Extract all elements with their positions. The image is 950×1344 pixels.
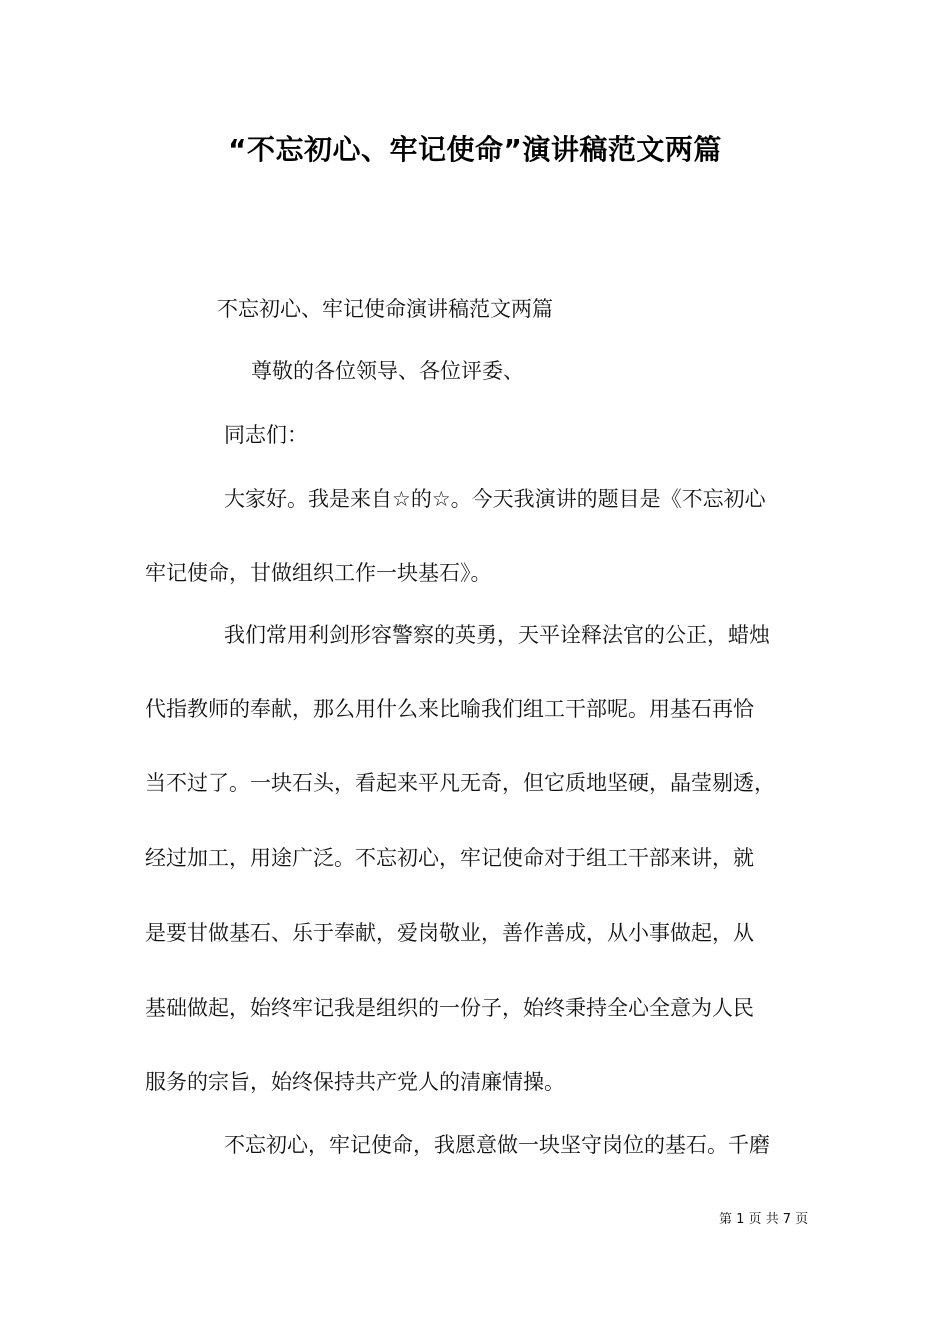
body-line: 不忘初心，牢记使命，我愿意做一块坚守岗位的基石。千磨 — [224, 1133, 770, 1157]
salutation: 尊敬的各位领导、各位评委、 — [251, 359, 524, 383]
body-line: 经过加工，用途广泛。不忘初心，牢记使命对于组工干部来讲，就 — [145, 846, 754, 870]
body-line: 当不过了。一块石头，看起来平凡无奇，但它质地坚硬，晶莹剔透， — [145, 771, 775, 795]
body-line: 代指教师的奉献，那么用什么来比喻我们组工干部呢。用基石再恰 — [145, 697, 754, 721]
addressee: 同志们： — [224, 423, 308, 447]
page-footer: 第 1 页 共 7 页 — [719, 1212, 809, 1227]
body-line: 大家好。我是来自☆的☆。今天我演讲的题目是《不忘初心 — [224, 487, 766, 511]
body-line: 我们常用利剑形容警察的英勇，天平诠释法官的公正，蜡烛 — [224, 623, 770, 647]
body-line: 是要甘做基石、乐于奉献，爱岗敬业，善作善成，从小事做起，从 — [145, 921, 754, 945]
body-line: 牢记使命，甘做组织工作一块基石》。 — [145, 561, 492, 585]
body-line: 服务的宗旨，始终保持共产党人的清廉情操。 — [145, 1070, 565, 1094]
document-title: “不忘初心、牢记使命”演讲稿范文两篇 — [228, 133, 722, 166]
body-line: 基础做起，始终牢记我是组织的一份子，始终秉持全心全意为人民 — [145, 996, 754, 1020]
document-subtitle: 不忘初心、牢记使命演讲稿范文两篇 — [217, 297, 553, 321]
